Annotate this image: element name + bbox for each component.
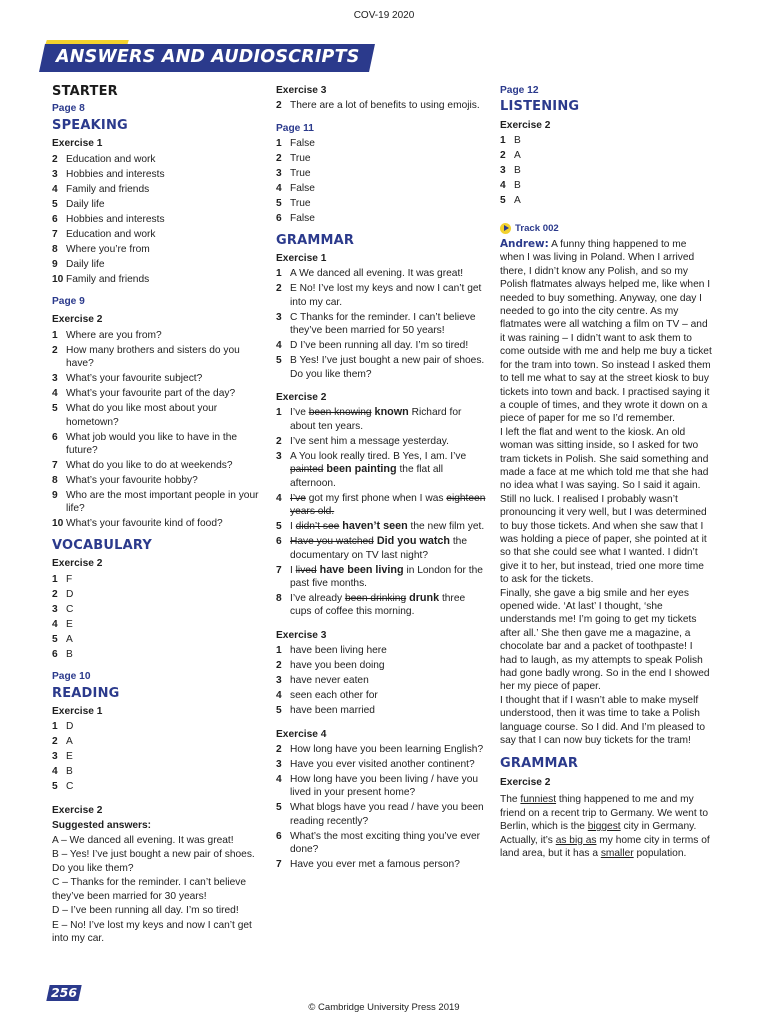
list-item: 5 A xyxy=(52,633,73,645)
exercise-label: Exercise 1 xyxy=(276,253,327,265)
exercise-label: Exercise 1 xyxy=(52,705,103,717)
list-item: 2 A xyxy=(52,736,73,748)
list-item: 3 Hobbies and interests xyxy=(52,168,165,180)
page-11-list xyxy=(276,137,488,225)
list-item: 1 D xyxy=(52,721,74,733)
reading-ex3-list xyxy=(276,99,488,112)
list-item: 5 I didn’t see haven’t seen the new film yet. xyxy=(276,520,485,533)
track-number: Track 002 xyxy=(515,222,559,234)
grammar-ex3-list xyxy=(276,644,488,717)
list-item: 6 B xyxy=(52,648,73,660)
list-item: 4 B xyxy=(500,180,521,192)
list-item: 1 B xyxy=(500,135,521,147)
list-item: 7 I lived have been living in London for the past five months. xyxy=(276,563,483,589)
list-item: 10 What’s your favourite kind of food? xyxy=(52,518,223,530)
list-item: 6 Hobbies and interests xyxy=(52,213,165,225)
struck-answer: didn’t see xyxy=(295,521,340,533)
list-item: 3 A You look really tired. B Yes, I am. I’ve painted been painting the flat all afternoon. xyxy=(276,450,467,489)
grammar-heading-2: GRAMMAR xyxy=(500,756,579,772)
exercise-label: Exercise 1 xyxy=(52,138,103,150)
listening-heading: LISTENING xyxy=(500,99,580,115)
list-item: 5 have been married xyxy=(276,705,375,717)
answer-line: E – No! I’ve lost my keys and now I can’t get into my car. xyxy=(52,919,252,945)
list-item: 7 What do you like to do at weekends? xyxy=(52,460,233,472)
list-item: 2 There are a lot of benefits to using emojis. xyxy=(276,100,480,112)
page-number-badge xyxy=(46,985,81,1001)
list-item: 2 Education and work xyxy=(52,153,156,165)
list-item: 5 C xyxy=(52,781,74,793)
speaking-heading: SPEAKING xyxy=(52,117,128,133)
list-item: 4 False xyxy=(276,183,315,195)
list-item: 4 D I’ve been running all day. I’m so tired! xyxy=(276,340,469,352)
list-item: 1 False xyxy=(276,138,315,150)
transcript-paragraph: Andrew: A funny thing happened to me when I was living in Poland. When I arrived there, I didn’t know any Polish, and so my Polish flatmates always helped me, like when I needed to buy something. Anyway, one day I needed to go into the city centre. As my flatmates were all watching a film on TV – and it was raining – I didn’t want to ask them to come outside with me and help me buy a ticket for the tram into town. So instead I asked them to tell me what to say at the street kiosk to buy tickets into town and back. I practised saying it a couple of times, and they wrote it down on a piece of paper for me so I’d remember. xyxy=(500,238,712,425)
audio-track-label[interactable] xyxy=(500,222,712,235)
list-item: 2 True xyxy=(276,153,311,165)
answer-line: A – We danced all evening. It was great! xyxy=(52,834,234,846)
exercise-label: Exercise 2 xyxy=(52,804,103,816)
list-item: 6 What job would you like to have in the future? xyxy=(52,431,238,457)
transcript-paragraph: I thought that if I wasn’t able to make myself understood, then it was time to take a Polish language course. So I did. And I’m pleased to say that I can now buy tickets for the tram! xyxy=(500,694,706,747)
struck-answer: lived xyxy=(295,564,317,576)
list-item: 3 B xyxy=(500,165,521,177)
exercise-label: Exercise 2 xyxy=(52,558,103,570)
list-item: 2 E No! I’ve lost my keys and now I can’t get into my car. xyxy=(276,283,482,308)
grammar-ex2-paragraph: The funniest thing happened to me and my friend on a recent trip to Germany. We went to Berlin, which is the biggest city in Germany. Actually, it’s as big as my home city in terms of land area, but it has a smaller population. xyxy=(500,794,710,859)
page-11-label: Page 11 xyxy=(276,122,314,134)
corrected-answer: haven’t seen xyxy=(339,520,408,533)
reading-ex1-list xyxy=(52,720,262,793)
exercise-label: Exercise 2 xyxy=(52,314,103,326)
exercise-label: Exercise 2 xyxy=(500,776,551,788)
list-item: 5 What blogs have you read / have you been reading recently? xyxy=(276,802,484,827)
answer-line: D – I’ve been running all day. I’m so tired! xyxy=(52,905,239,917)
list-item: 5 What do you like most about your hometown? xyxy=(52,403,218,428)
list-item: 4 B xyxy=(52,766,73,778)
corrected-answer: known xyxy=(371,406,409,419)
list-item: 1 have been living here xyxy=(276,645,387,657)
list-item: 1 A We danced all evening. It was great! xyxy=(276,268,464,280)
list-item: 3 C xyxy=(52,603,74,615)
list-item: 3 E xyxy=(52,751,73,763)
list-item: 7 Have you ever met a famous person? xyxy=(276,859,460,871)
starter-heading: STARTER xyxy=(52,84,118,99)
list-item: 8 What’s your favourite hobby? xyxy=(52,475,198,487)
list-item: 1 Where are you from? xyxy=(52,329,162,341)
page-9-label: Page 9 xyxy=(52,296,85,308)
exercise-label: Exercise 2 xyxy=(276,392,327,404)
underlined-word: biggest xyxy=(587,821,621,833)
list-item: 1 F xyxy=(52,573,73,585)
struck-answer: been drinking xyxy=(344,592,407,604)
header-code: COV-19 2020 xyxy=(353,10,415,21)
exercise-label: Exercise 3 xyxy=(276,85,327,96)
audio-play-icon[interactable] xyxy=(500,223,511,234)
banner-title: ANSWERS AND AUDIOSCRIPTS xyxy=(56,47,360,67)
audioscript xyxy=(500,238,712,747)
list-item: 6 Have you watched Did you watch the documentary on TV last night? xyxy=(276,535,468,561)
page-8-label: Page 8 xyxy=(52,103,85,115)
list-item: 6 What’s the most exciting thing you’ve ever done? xyxy=(276,830,481,856)
list-item: 4 E xyxy=(52,618,73,630)
list-item: 8 Where you’re from xyxy=(52,243,150,255)
exercise-label: Exercise 2 xyxy=(500,119,551,131)
transcript-paragraph: I left the flat and went to the kiosk. An old woman was sitting inside, so I asked for two tram tickets in Polish. She said something and made a face at me which told me that she had no idea what I was saying. So I said it again. Still no luck. I realised I probably wasn’t pronouncing it very well, but I was determined to buy those tickets. And when she saw that I was holding a piece of paper, she pointed at it so that she could see what I wanted. I didn’t give it to her, but instead, tried one more time to ask for the tickets. xyxy=(500,426,709,586)
suggested-answers xyxy=(52,834,262,946)
list-item: 7 Education and work xyxy=(52,228,156,240)
list-item: 2 How many brothers and sisters do you have? xyxy=(52,344,240,370)
list-item: 6 False xyxy=(276,213,315,225)
exercise-label: Exercise 4 xyxy=(276,728,327,740)
column-2 xyxy=(276,84,488,873)
list-item: 4 I’ve got my first phone when I was eighteen years old. xyxy=(276,492,486,518)
list-item: 10 Family and friends xyxy=(52,273,150,285)
struck-answer: eighteen years old. xyxy=(290,492,486,518)
list-item: 2 I’ve sent him a message yesterday. xyxy=(276,435,449,447)
list-item: 4 How long have you been living / have you lived in your present home? xyxy=(276,773,479,799)
list-item: 3 have never eaten xyxy=(276,675,369,687)
speaking-ex2-list xyxy=(52,329,262,531)
transcript-paragraph: Finally, she gave a big smile and her eyes opened wide. ‘At last’ I thought, ‘she understands me! I’m going to get my tickets after all.’ She then gave me a magazine, a chocolate bar and a packet of toothpaste! I had to laugh, as my attempts to speak Polish had gone badly wrong. So in the end I showed her my piece of paper. xyxy=(500,587,710,693)
list-item: 9 Daily life xyxy=(52,258,105,270)
suggested-answers-label: Suggested answers: xyxy=(52,820,152,832)
list-item: 3 True xyxy=(276,168,311,180)
struck-answer: Have you watched xyxy=(290,536,374,548)
page-number: 256 xyxy=(50,985,78,1000)
list-item: 2 have you been doing xyxy=(276,660,385,672)
page-12-label: Page 12 xyxy=(500,85,539,96)
struck-answer: painted xyxy=(290,464,324,476)
vocabulary-list xyxy=(52,573,262,661)
column-3 xyxy=(500,84,712,860)
corrected-answer: drunk xyxy=(406,591,440,604)
struck-answer: been knowing xyxy=(308,407,372,419)
list-item: 2 A xyxy=(500,150,521,162)
speaker-name: Andrew: xyxy=(500,238,549,251)
reading-heading: READING xyxy=(52,685,120,701)
list-item: 1 I’ve been knowing known Richard for about ten years. xyxy=(276,406,462,432)
copyright-footer: © Cambridge University Press 2019 xyxy=(308,1002,460,1013)
list-item: 4 seen each other for xyxy=(276,690,378,702)
list-item: 3 C Thanks for the reminder. I can’t believe they’ve been married for 50 years! xyxy=(276,311,476,337)
underlined-word: funniest xyxy=(520,794,557,806)
grammar-heading: GRAMMAR xyxy=(276,232,355,248)
underlined-word: as big as xyxy=(555,834,597,846)
list-item: 9 Who are the most important people in your life? xyxy=(52,490,259,515)
list-item: 3 Have you ever visited another continent? xyxy=(276,758,475,770)
corrected-answer: Did you watch xyxy=(373,535,451,548)
list-item: 3 What’s your favourite subject? xyxy=(52,373,203,385)
list-item: 8 I’ve already been drinking drunk three cups of coffee this morning. xyxy=(276,591,466,618)
exercise-label: Exercise 3 xyxy=(276,629,327,641)
list-item: 5 A xyxy=(500,195,521,207)
grammar-ex4-list xyxy=(276,743,488,872)
speaking-ex1-list xyxy=(52,153,262,286)
answer-line: B – Yes! I’ve just bought a new pair of shoes. Do you like them? xyxy=(52,849,255,874)
corrected-answer: been painting xyxy=(323,463,397,476)
list-item: 4 Family and friends xyxy=(52,183,150,195)
list-item: 5 Daily life xyxy=(52,198,105,210)
grammar-ex2-list xyxy=(276,406,488,618)
grammar-ex1-list xyxy=(276,267,488,381)
list-item: 5 True xyxy=(276,198,311,210)
list-item: 2 How long have you been learning English? xyxy=(276,743,484,755)
listening-ex2-list xyxy=(500,134,712,207)
list-item: 4 What’s your favourite part of the day? xyxy=(52,388,236,400)
vocabulary-heading: VOCABULARY xyxy=(52,537,153,553)
list-item: 2 D xyxy=(52,588,74,600)
struck-answer: I’ve xyxy=(290,492,306,504)
section-banner xyxy=(42,40,372,74)
column-1 xyxy=(52,84,262,947)
list-item: 5 B Yes! I’ve just bought a new pair of shoes. Do you like them? xyxy=(276,355,485,380)
page-10-label: Page 10 xyxy=(52,671,91,683)
underlined-word: smaller xyxy=(600,847,634,859)
corrected-answer: have been living xyxy=(316,563,404,576)
answer-line: C – Thanks for the reminder. I can’t believe they’ve been married for 30 years! xyxy=(52,877,247,902)
